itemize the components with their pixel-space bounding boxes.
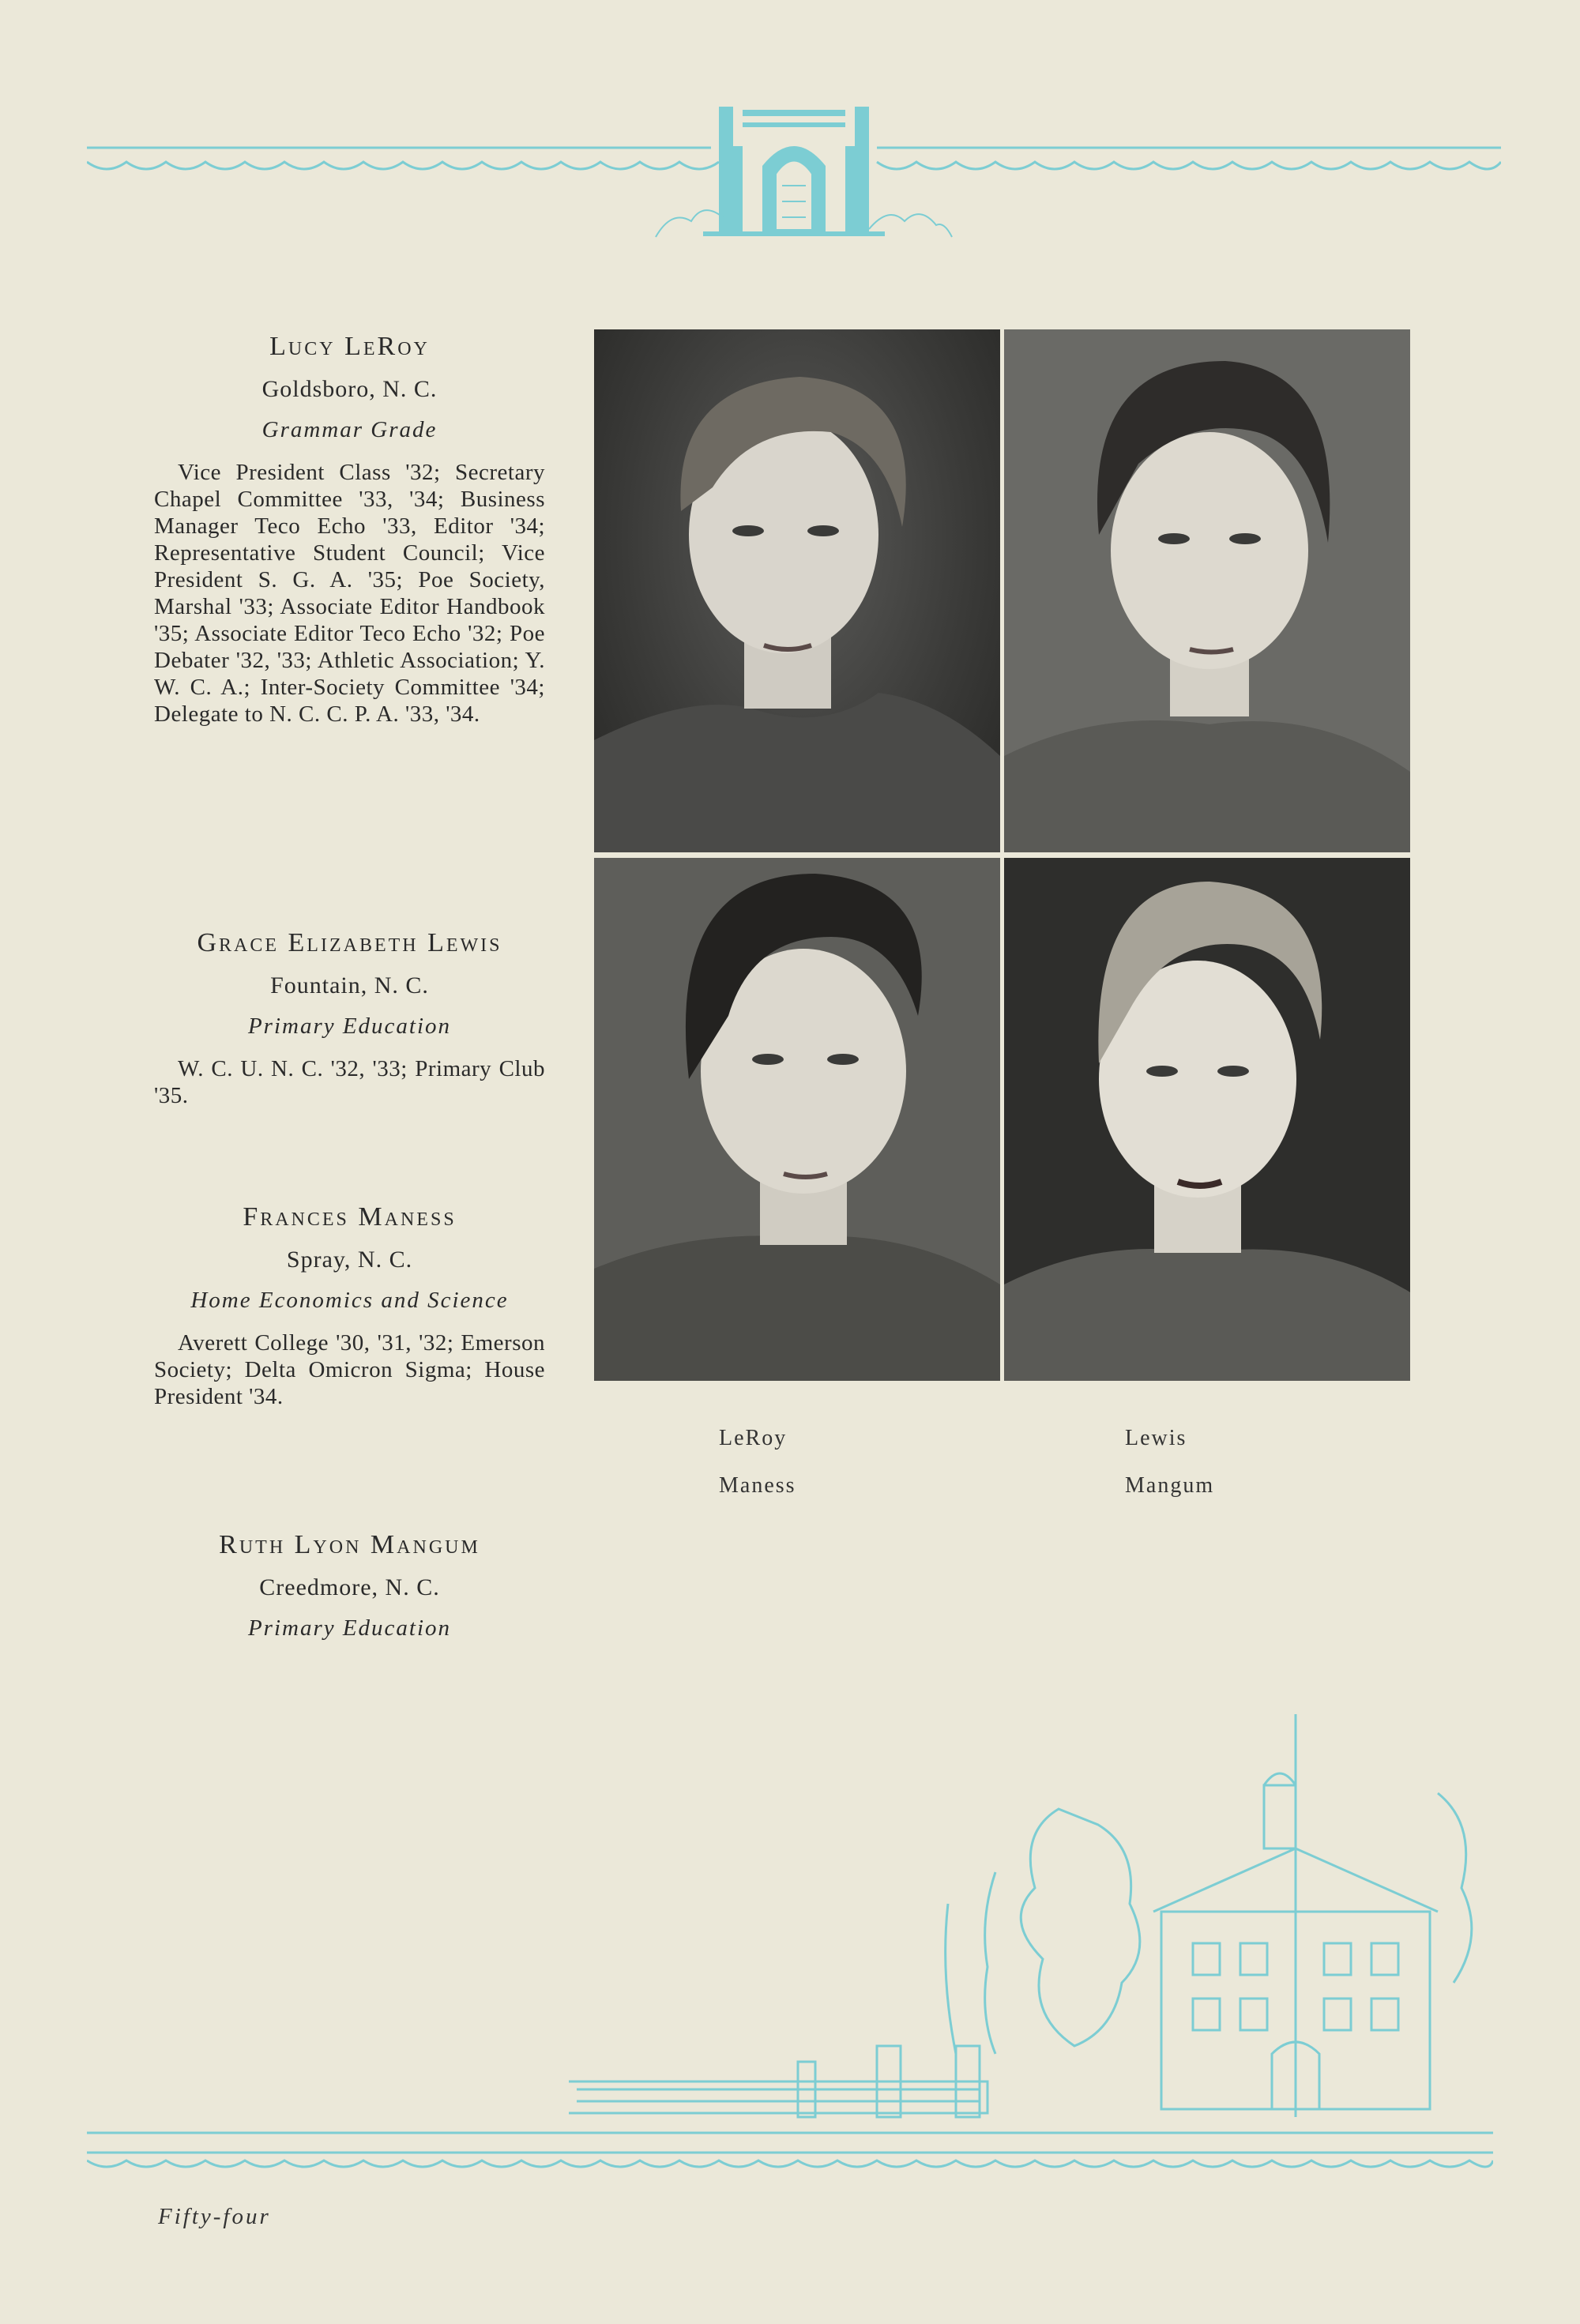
portrait-woman-icon	[1004, 329, 1410, 852]
student-major: Home Economics and Science	[190, 1288, 509, 1313]
portrait-maness	[594, 858, 1000, 1381]
portrait-lewis	[1004, 329, 1410, 852]
student-major: Primary Education	[247, 1615, 452, 1641]
caption-row1-left: LeRoy	[719, 1426, 788, 1450]
student-name: Grace Elizabeth Lewis	[197, 928, 502, 957]
student-activities: Averett College '30, '31, '32; Emerson Society; Delta Omicron Sigma; House President '34.	[154, 1330, 545, 1409]
student-activities: Vice President Class '32; Secretary Chapel Committee '33, '34; Business Manager Teco Echo '33, Editor '34; Representative Student Council; Vice President S. G. A. '35; Poe Society, Marshal '33; Associate Editor Handbook '35; Associate Editor Teco Echo '32; Poe Debater '32, '33; Athletic Association; Y. W. C. A.; Inter-Society Committee '34; Delegate to N. C. C. P. A. '33, '34.	[154, 460, 545, 727]
entry-grace-elizabeth-lewis	[154, 928, 545, 1109]
portrait-woman-icon	[594, 858, 1000, 1381]
entry-ruth-lyon-mangum	[154, 1530, 545, 1641]
caption-row2-right: Mangum	[1125, 1473, 1215, 1498]
page-number: Fifty-four	[158, 2204, 271, 2229]
student-town: Goldsboro, N. C.	[261, 376, 438, 402]
student-major: Grammar Grade	[261, 417, 438, 442]
student-town: Creedmore, N. C.	[259, 1574, 440, 1600]
student-town: Fountain, N. C.	[270, 972, 429, 998]
student-name: Ruth Lyon Mangum	[219, 1530, 480, 1559]
footer-ornament	[87, 1714, 1493, 2188]
archway-ornament-icon	[87, 99, 1501, 257]
student-town: Spray, N. C.	[286, 1247, 413, 1273]
entry-lucy-leroy	[154, 332, 545, 728]
caption-row2-left: Maness	[719, 1473, 796, 1498]
portrait-woman-icon	[594, 329, 1000, 852]
student-name: Lucy LeRoy	[269, 332, 430, 361]
campus-building-icon	[87, 1714, 1493, 2188]
portrait-mangum	[1004, 858, 1410, 1381]
student-name: Frances Maness	[243, 1202, 457, 1232]
portrait-woman-icon	[1004, 858, 1410, 1381]
entry-frances-maness	[154, 1202, 545, 1410]
header-ornament	[87, 99, 1501, 257]
student-activities: W. C. U. N. C. '32, '33; Primary Club '35.	[154, 1056, 545, 1108]
portrait-leroy	[594, 329, 1000, 852]
caption-row1-right: Lewis	[1125, 1426, 1187, 1450]
student-major: Primary Education	[247, 1013, 452, 1039]
